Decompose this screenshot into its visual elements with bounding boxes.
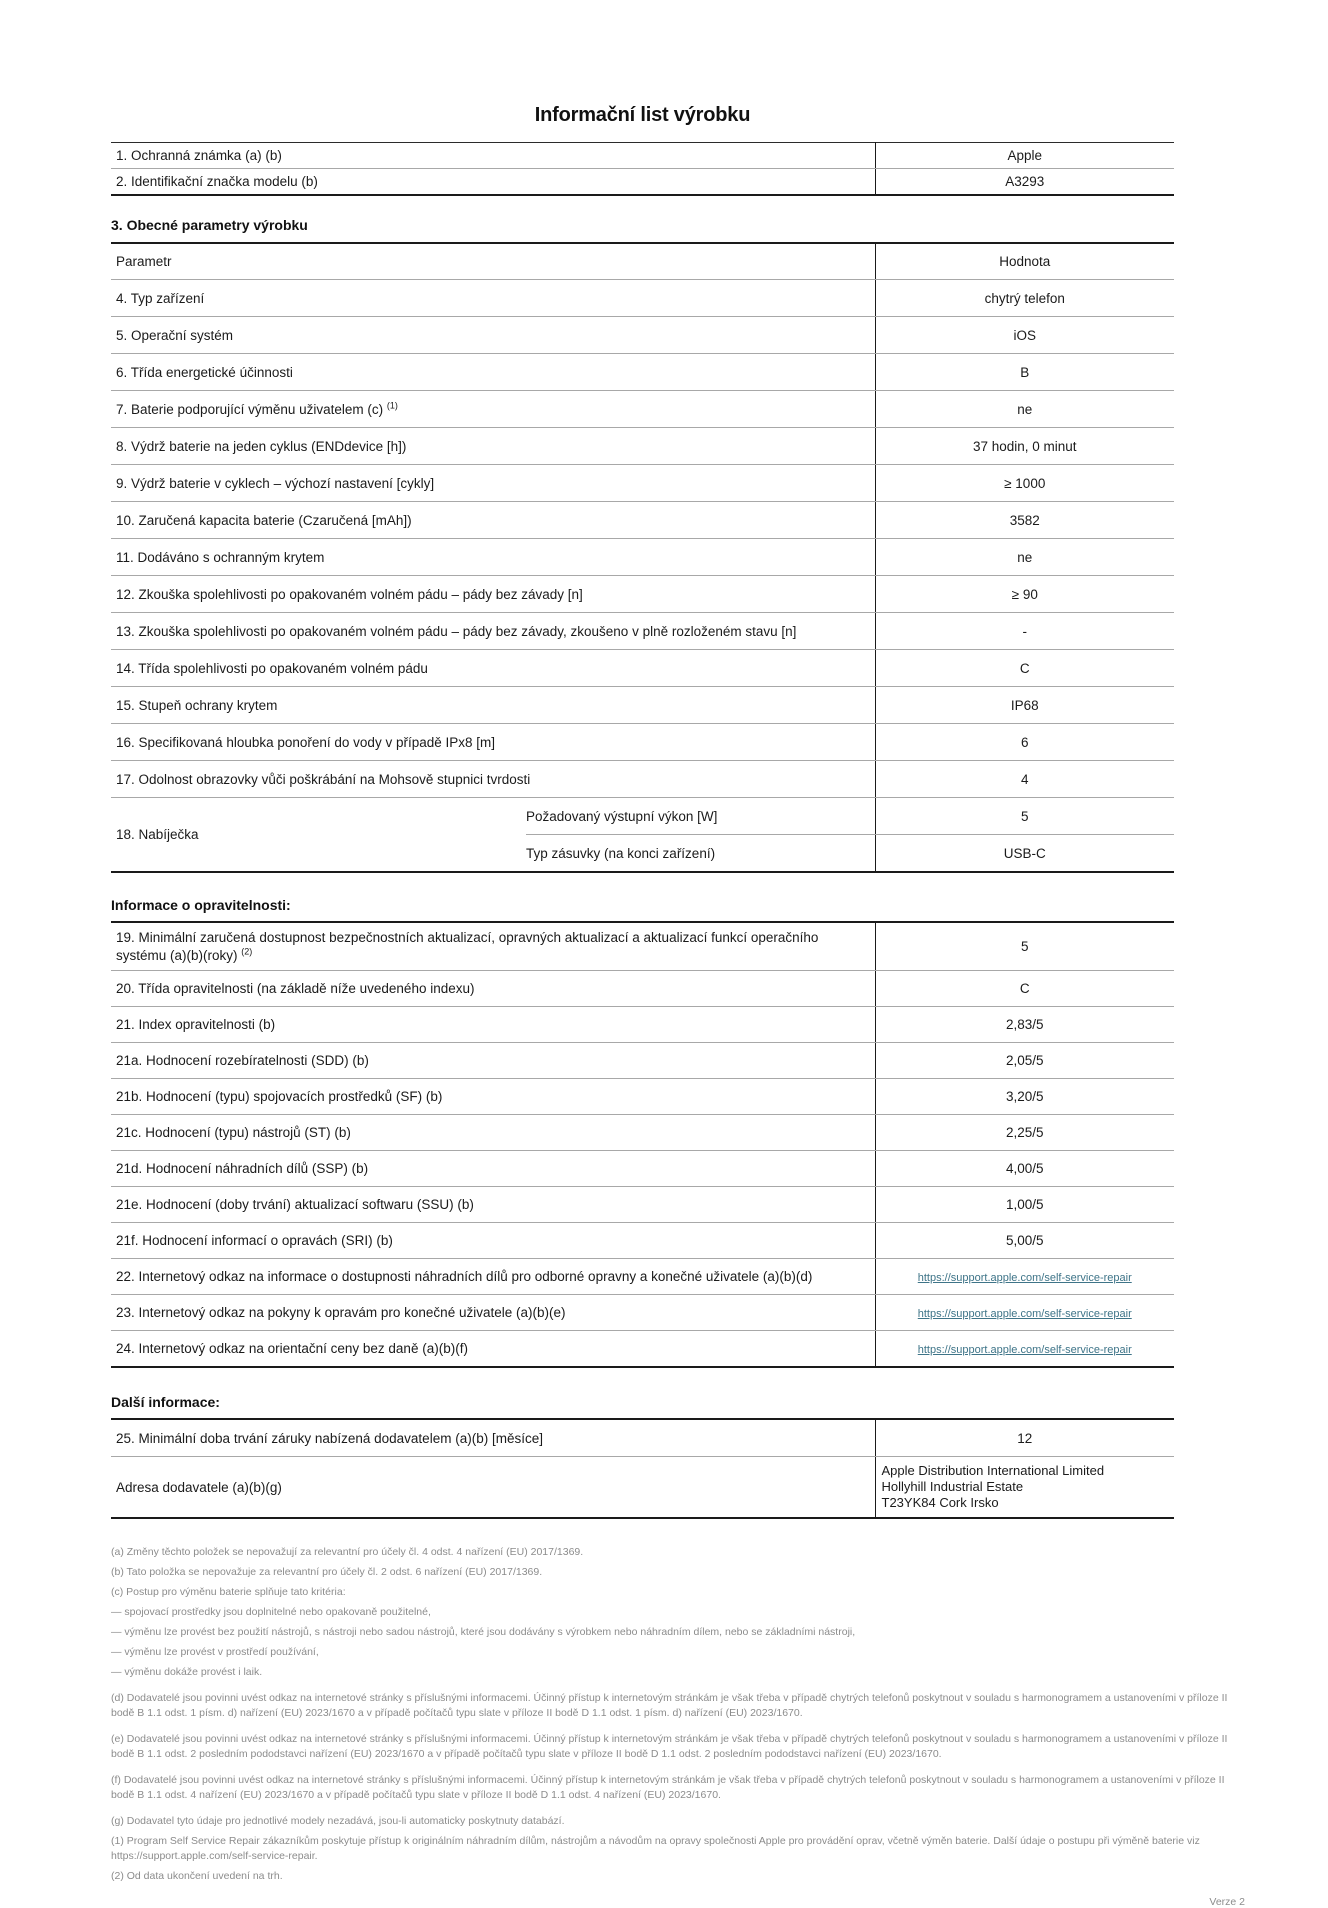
param-value: ≥ 1000 [875,465,1174,502]
param-label: 1. Ochranná známka (a) (b) [111,143,875,169]
param-label: 2. Identifikační značka modelu (b) [111,169,875,196]
param-value: ne [875,391,1174,428]
param-label: 22. Internetový odkaz na informace o dostupnosti náhradních dílů pro odborné opravny a konečné uživatele (a)(b)(d) [111,1259,875,1295]
param-label: 21d. Hodnocení náhradních dílů (SSP) (b) [111,1151,875,1187]
table-row [111,1457,1174,1519]
param-value: C [875,650,1174,687]
table-row [111,724,1174,761]
param-label: 11. Dodáváno s ochranným krytem [111,539,875,576]
additional-info-table [111,1418,1174,1519]
param-label: 21b. Hodnocení (typu) spojovacích prostředků (SF) (b) [111,1079,875,1115]
self-service-repair-link[interactable]: https://support.apple.com/self-service-repair [917,1344,1132,1356]
table-row [111,169,1174,196]
footnote-c-criterion: — výměnu lze provést v prostředí používání, [111,1646,319,1658]
param-value: 1,00/5 [875,1187,1174,1223]
param-label: 6. Třída energetické účinnosti [111,354,875,391]
footnote-c-criterion: — výměnu dokáže provést i laik. [111,1666,263,1678]
charger-row [111,798,1174,835]
param-value: chytrý telefon [875,280,1174,317]
param-label [111,391,875,428]
column-header-parameter: Parametr [111,243,875,280]
param-label: 21c. Hodnocení (typu) nástrojů (ST) (b) [111,1115,875,1151]
param-value: iOS [875,317,1174,354]
param-value: 2,83/5 [875,1007,1174,1043]
table-row [111,1151,1174,1187]
param-label: 17. Odolnost obrazovky vůči poškrábání na Mohsově stupnici tvrdosti [111,761,875,798]
section-heading-repairability: Informace o opravitelnosti: [111,897,291,913]
table-row [111,1115,1174,1151]
table-row [111,539,1174,576]
table-row [111,428,1174,465]
param-label: 24. Internetový odkaz na orientační ceny bez daně (a)(b)(f) [111,1331,875,1368]
param-label: 21a. Hodnocení rozebíratelnosti (SDD) (b) [111,1043,875,1079]
identification-table [111,142,1174,196]
table-row [111,1187,1174,1223]
table-row [111,1007,1174,1043]
table-row [111,391,1174,428]
footnote-c: (c) Postup pro výměnu baterie splňuje tato kritéria: [111,1586,346,1598]
footnote-d: (d) Dodavatelé jsou povinni uvést odkaz na internetové stránky s příslušnými informacemi. Účinný přístup k internetovým stránkám je však třeba v případě chytrých telefonů poskytnout v souladu s harmonogramem a ustanoveními v příloze II bodě B 1.1 odst. 1 písm. d) nařízení (EU) 2023/1670 a v případě počítačů typu slate v příloze II bodě D 1.1 odst. 1 písm. d) nařízení (EU) 2023/1670. [111,1692,1228,1719]
param-value: 4,00/5 [875,1151,1174,1187]
param-value: ≥ 90 [875,576,1174,613]
table-row [111,1079,1174,1115]
param-value: 3582 [875,502,1174,539]
charger-sub-label: Požadovaný výstupní výkon [W] [526,798,875,835]
param-value: B [875,354,1174,391]
footnote-1: (1) Program Self Service Repair zákazníkům poskytuje přístup k originálním náhradním dílům, nástrojům a návodům na opravy společnosti Apple pro provádění oprav, včetně výměn baterie. Další údaje o postupu při výměně baterie viz https://support.apple.com/self-service-repair. [111,1835,1200,1862]
self-service-repair-link[interactable]: https://support.apple.com/self-service-repair [917,1272,1132,1284]
footnote-b: (b) Tato položka se nepovažuje za relevantní pro účely čl. 2 odst. 6 nařízení (EU) 2017/1369. [111,1566,543,1578]
table-row [111,1419,1174,1457]
table-row [111,613,1174,650]
param-value: C [875,971,1174,1007]
table-row [111,354,1174,391]
param-value: 5,00/5 [875,1223,1174,1259]
param-label: 16. Specifikovaná hloubka ponoření do vody v případě IPx8 [m] [111,724,875,761]
table-row [111,971,1174,1007]
param-value: 3,20/5 [875,1079,1174,1115]
param-value: 37 hodin, 0 minut [875,428,1174,465]
param-label: 15. Stupeň ochrany krytem [111,687,875,724]
self-service-repair-link[interactable]: https://support.apple.com/self-service-repair [917,1308,1132,1320]
section-heading-general-parameters: 3. Obecné parametry výrobku [111,217,308,233]
table-row [111,317,1174,354]
footnote-c-criterion: — spojovací prostředky jsou doplnitelné nebo opakovaně použitelné, [111,1606,431,1618]
table-row [111,1295,1174,1331]
param-value: 4 [875,761,1174,798]
param-label: 23. Internetový odkaz na pokyny k opravám pro konečné uživatele (a)(b)(e) [111,1295,875,1331]
param-value: - [875,613,1174,650]
param-value: A3293 [875,169,1174,196]
footnote-ref-1: (1) [386,400,398,410]
table-row [111,1223,1174,1259]
param-label: 9. Výdrž baterie v cyklech – výchozí nastavení [cykly] [111,465,875,502]
footnote-a: (a) Změny těchto položek se nepovažují za relevantní pro účely čl. 4 odst. 4 nařízení (EU) 2017/1369. [111,1546,584,1558]
repairability-table [111,921,1174,1368]
table-row [111,143,1174,169]
footnotes [111,1545,1245,1884]
table-row [111,576,1174,613]
table-row [111,502,1174,539]
table-row [111,1331,1174,1368]
footnote-ref-2: (2) [241,946,253,956]
charger-sub-label: Typ zásuvky (na konci zařízení) [526,835,875,873]
param-value: 6 [875,724,1174,761]
footnote-f: (f) Dodavatelé jsou povinni uvést odkaz na internetové stránky s příslušnými informacemi. Účinný přístup k internetovým stránkám je však třeba v případě chytrých telefonů poskytnout v souladu s harmonogramem a ustanoveními v příloze II bodě B 1.1 odst. 4 nařízení (EU) 2023/1670 a v případě počítačů typu slate v příloze II bodě D 1.1 odst. 4 nařízení (EU) 2023/1670. [111,1774,1225,1801]
param-value: Apple [875,143,1174,169]
param-label: 21e. Hodnocení (doby trvání) aktualizací softwaru (SSU) (b) [111,1187,875,1223]
param-value: ne [875,539,1174,576]
param-value-link-cell [875,1331,1174,1368]
param-label: Adresa dodavatele (a)(b)(g) [111,1457,875,1519]
supplier-address-line: Hollyhill Industrial Estate [881,1479,1024,1494]
table-row [111,465,1174,502]
param-label: 14. Třída spolehlivosti po opakovaném volném pádu [111,650,875,687]
param-label: 25. Minimální doba trvání záruky nabízená dodavatelem (a)(b) [měsíce] [111,1419,875,1457]
table-row [111,687,1174,724]
param-label: 12. Zkouška spolehlivosti po opakovaném volném pádu – pády bez závady [n] [111,576,875,613]
charger-sub-value: 5 [875,798,1174,835]
footnote-2: (2) Od data ukončení uvedení na trh. [111,1870,283,1882]
param-label: 20. Třída opravitelnosti (na základě níže uvedeného indexu) [111,971,875,1007]
supplier-address [875,1457,1174,1519]
footnote-c-criterion: — výměnu lze provést bez použití nástrojů, s nástroji nebo sadou nástrojů, které jsou dodávány s výrobkem nebo náhradním dílem, nebo se základními nástroji, [111,1626,856,1638]
footnote-e: (e) Dodavatelé jsou povinni uvést odkaz na internetové stránky s příslušnými informacemi. Účinný přístup k internetovým stránkám je však třeba v případě chytrých telefonů poskytnout v souladu s harmonogramem a ustanoveními v příloze II bodě B 1.1 odst. 2 posledním pododstavci nařízení (EU) 2023/1670 a v případě počítačů typu slate v příloze II bodě D 1.1 odst. 2 posledním pododstavci nařízení (EU) 2023/1670. [111,1733,1228,1760]
param-label-line1: 19. Minimální zaručená dostupnost bezpečnostních aktualizací, opravných aktualizací a aktualizací funkcí operačního [116,929,819,945]
table-row [111,922,1174,971]
param-value-link-cell [875,1259,1174,1295]
table-row [111,280,1174,317]
version-label: Verze 2 [1209,1896,1245,1908]
table-row [111,1259,1174,1295]
param-value: IP68 [875,687,1174,724]
param-label-line2: systému (a)(b)(roky) [116,947,238,963]
param-label-text: 7. Baterie podporující výměnu uživatelem (c) [116,401,384,417]
param-label-charger: 18. Nabíječka [111,798,526,873]
column-header-value: Hodnota [875,243,1174,280]
param-value: 2,25/5 [875,1115,1174,1151]
param-label: 10. Zaručená kapacita baterie (Czaručená [mAh]) [111,502,875,539]
table-row [111,761,1174,798]
param-value: 12 [875,1419,1174,1457]
param-label: 8. Výdrž baterie na jeden cyklus (ENDdevice [h]) [111,428,875,465]
param-label: 21f. Hodnocení informací o opravách (SRI) (b) [111,1223,875,1259]
supplier-address-line: T23YK84 Cork Irsko [881,1495,999,1510]
param-label: 4. Typ zařízení [111,280,875,317]
param-label: 13. Zkouška spolehlivosti po opakovaném volném pádu – pády bez závady, zkoušeno v plně rozloženém stavu [n] [111,613,875,650]
table-row [111,650,1174,687]
page-title: Informační list výrobku [534,104,751,126]
charger-sub-value: USB-C [875,835,1174,873]
table-header-row [111,243,1174,280]
general-parameters-table [111,242,1174,873]
param-label: 21. Index opravitelnosti (b) [111,1007,875,1043]
supplier-address-line: Apple Distribution International Limited [881,1463,1105,1478]
param-value: 5 [875,922,1174,971]
footnote-g: (g) Dodavatel tyto údaje pro jednotlivé modely nezadává, jsou-li automaticky poskytnuty databází. [111,1815,565,1827]
param-value: 2,05/5 [875,1043,1174,1079]
document-content [111,0,1245,1908]
param-label [111,922,875,971]
param-value-link-cell [875,1295,1174,1331]
param-label: 5. Operační systém [111,317,875,354]
section-heading-additional-info: Další informace: [111,1394,220,1410]
table-row [111,1043,1174,1079]
